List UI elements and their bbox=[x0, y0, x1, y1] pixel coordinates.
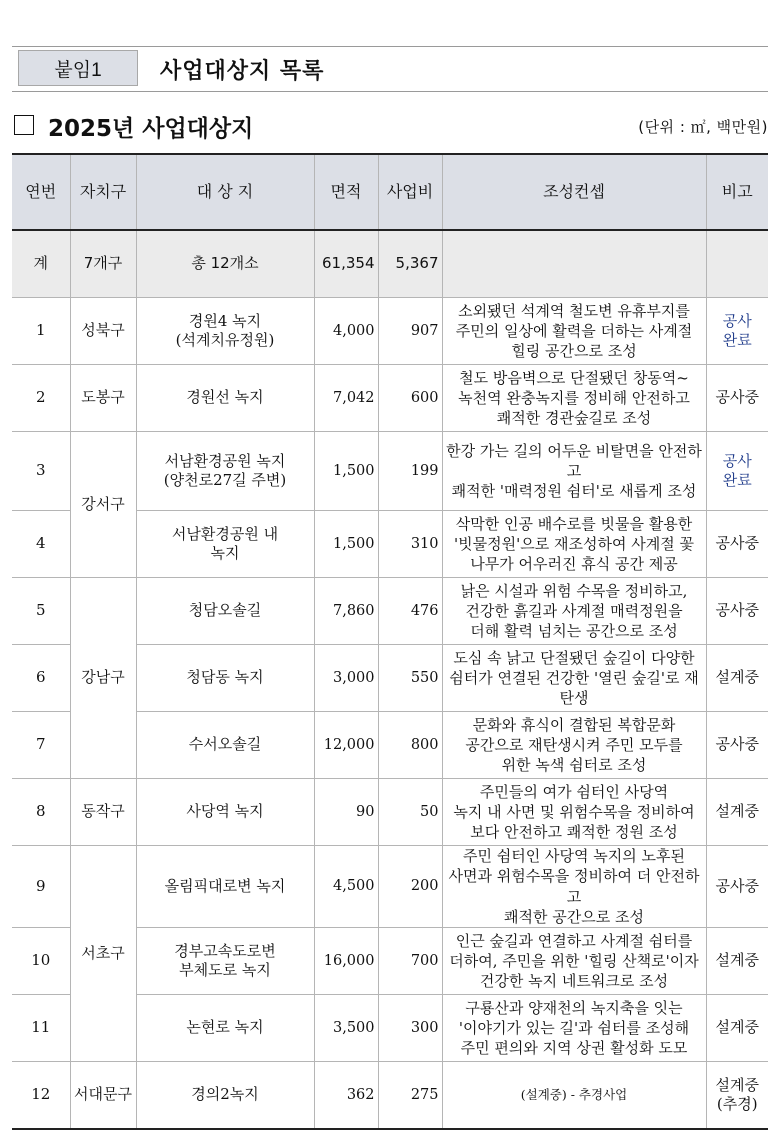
row-note: 설계중 bbox=[706, 928, 768, 995]
row-no: 3 bbox=[12, 432, 70, 511]
table-row bbox=[12, 846, 768, 928]
row-district: 도봉구 bbox=[70, 365, 136, 432]
header-concept: 조성컨셉 bbox=[442, 154, 706, 230]
row-concept: 주민들의 여가 쉼터인 사당역 녹지 내 사면 및 위험수목을 정비하여 보다 안전하고 쾌적한 정원 조성 bbox=[442, 779, 706, 846]
row-no: 7 bbox=[12, 712, 70, 779]
row-concept: 소외됐던 석계역 철도변 유휴부지를 주민의 일상에 활력을 더하는 사계절 힐링 공간으로 조성 bbox=[442, 298, 706, 365]
table-row bbox=[12, 578, 768, 645]
total-row bbox=[12, 230, 768, 298]
row-note: 공사중 bbox=[706, 712, 768, 779]
row-concept: 삭막한 인공 배수로를 빗물을 활용한 '빗물정원'으로 재조성하여 사계절 꽃 나무가 어우러진 휴식 공간 제공 bbox=[442, 511, 706, 578]
row-concept: 철도 방음벽으로 단절됐던 창동역~ 녹천역 완충녹지를 정비해 안전하고 쾌적한 경관숲길로 조성 bbox=[442, 365, 706, 432]
row-cost: 700 bbox=[378, 928, 442, 995]
total-label: 계 bbox=[12, 230, 70, 298]
total-note bbox=[706, 230, 768, 298]
row-site: 서남환경공원 녹지 (양천로27길 주변) bbox=[136, 432, 314, 511]
total-cost: 5,367 bbox=[378, 230, 442, 298]
table-row bbox=[12, 298, 768, 365]
row-site: 경원선 녹지 bbox=[136, 365, 314, 432]
row-cost: 800 bbox=[378, 712, 442, 779]
header-note: 비고 bbox=[706, 154, 768, 230]
row-concept: 인근 숲길과 연결하고 사계절 쉼터를 더하여, 주민을 위한 '힐링 산책로'이자 건강한 녹지 네트워크로 조성 bbox=[442, 928, 706, 995]
row-district: 동작구 bbox=[70, 779, 136, 846]
row-site: 청담동 녹지 bbox=[136, 645, 314, 712]
row-concept: 낡은 시설과 위험 수목을 정비하고, 건강한 흙길과 사계절 매력정원을 더해 활력 넘치는 공간으로 조성 bbox=[442, 578, 706, 645]
row-district: 성북구 bbox=[70, 298, 136, 365]
row-area: 90 bbox=[314, 779, 378, 846]
total-area: 61,354 bbox=[314, 230, 378, 298]
row-district: 서대문구 bbox=[70, 1062, 136, 1130]
attachment-label: 붙임1 bbox=[18, 50, 138, 86]
row-site: 논현로 녹지 bbox=[136, 995, 314, 1062]
row-area: 1,500 bbox=[314, 511, 378, 578]
header-no: 연번 bbox=[12, 154, 70, 230]
row-area: 3,500 bbox=[314, 995, 378, 1062]
row-note: 공사중 bbox=[706, 365, 768, 432]
row-cost: 476 bbox=[378, 578, 442, 645]
row-no: 12 bbox=[12, 1062, 70, 1130]
table-row bbox=[12, 432, 768, 511]
row-note: 설계중 bbox=[706, 779, 768, 846]
row-concept: 도심 속 낡고 단절됐던 숲길이 다양한 쉼터가 연결된 건강한 '열린 숲길'로 재탄생 bbox=[442, 645, 706, 712]
row-site: 청담오솔길 bbox=[136, 578, 314, 645]
row-concept: 한강 가는 길의 어두운 비탈면을 안전하고 쾌적한 '매력정원 쉼터'로 새롭게 조성 bbox=[442, 432, 706, 511]
row-area: 4,000 bbox=[314, 298, 378, 365]
unit-note: (단위 : ㎡, 백만원) bbox=[638, 117, 768, 136]
row-concept: (설계중) - 추경사업 bbox=[442, 1062, 706, 1130]
row-cost: 275 bbox=[378, 1062, 442, 1130]
row-note: 공사 완료 bbox=[706, 298, 768, 365]
header-cost: 사업비 bbox=[378, 154, 442, 230]
row-note: 설계중 bbox=[706, 645, 768, 712]
row-cost: 600 bbox=[378, 365, 442, 432]
row-no: 9 bbox=[12, 846, 70, 928]
row-district: 강남구 bbox=[70, 578, 136, 779]
row-no: 1 bbox=[12, 298, 70, 365]
section-heading bbox=[14, 108, 770, 144]
row-cost: 907 bbox=[378, 298, 442, 365]
row-cost: 550 bbox=[378, 645, 442, 712]
row-area: 4,500 bbox=[314, 846, 378, 928]
project-sites-table bbox=[12, 153, 768, 1130]
row-area: 16,000 bbox=[314, 928, 378, 995]
header-area: 면적 bbox=[314, 154, 378, 230]
section-title: 2025년 사업대상지 bbox=[48, 115, 254, 142]
row-cost: 200 bbox=[378, 846, 442, 928]
row-no: 5 bbox=[12, 578, 70, 645]
row-site: 서남환경공원 내 녹지 bbox=[136, 511, 314, 578]
row-cost: 300 bbox=[378, 995, 442, 1062]
total-concept bbox=[442, 230, 706, 298]
row-site: 경의2녹지 bbox=[136, 1062, 314, 1130]
row-district: 서초구 bbox=[70, 846, 136, 1062]
row-area: 3,000 bbox=[314, 645, 378, 712]
table-row bbox=[12, 1062, 768, 1130]
header-site: 대 상 지 bbox=[136, 154, 314, 230]
row-site: 수서오솔길 bbox=[136, 712, 314, 779]
row-area: 7,042 bbox=[314, 365, 378, 432]
total-site: 총 12개소 bbox=[136, 230, 314, 298]
row-area: 12,000 bbox=[314, 712, 378, 779]
row-note: 공사중 bbox=[706, 578, 768, 645]
row-no: 11 bbox=[12, 995, 70, 1062]
row-site: 올림픽대로변 녹지 bbox=[136, 846, 314, 928]
row-concept: 주민 쉼터인 사당역 녹지의 노후된 사면과 위험수목을 정비하여 더 안전하고 쾌적한 공간으로 조성 bbox=[442, 846, 706, 928]
row-site: 경원4 녹지 (석계치유정원) bbox=[136, 298, 314, 365]
row-cost: 50 bbox=[378, 779, 442, 846]
row-no: 8 bbox=[12, 779, 70, 846]
row-area: 7,860 bbox=[314, 578, 378, 645]
row-site: 경부고속도로변 부체도로 녹지 bbox=[136, 928, 314, 995]
table-header-row bbox=[12, 154, 768, 230]
total-district: 7개구 bbox=[70, 230, 136, 298]
header-district: 자치구 bbox=[70, 154, 136, 230]
row-note: 공사중 bbox=[706, 846, 768, 928]
row-no: 6 bbox=[12, 645, 70, 712]
row-note: 공사중 bbox=[706, 511, 768, 578]
row-note: 설계중 (추경) bbox=[706, 1062, 768, 1130]
attachment-title: 사업대상지 목록 bbox=[160, 58, 325, 84]
row-no: 4 bbox=[12, 511, 70, 578]
row-no: 10 bbox=[12, 928, 70, 995]
row-no: 2 bbox=[12, 365, 70, 432]
table-row bbox=[12, 365, 768, 432]
row-cost: 199 bbox=[378, 432, 442, 511]
row-note: 공사 완료 bbox=[706, 432, 768, 511]
checkbox-square-icon bbox=[14, 115, 34, 135]
row-site: 사당역 녹지 bbox=[136, 779, 314, 846]
row-area: 362 bbox=[314, 1062, 378, 1130]
row-note: 설계중 bbox=[706, 995, 768, 1062]
row-cost: 310 bbox=[378, 511, 442, 578]
attachment-header bbox=[12, 46, 768, 92]
row-district: 강서구 bbox=[70, 432, 136, 578]
row-concept: 문화와 휴식이 결합된 복합문화 공간으로 재탄생시켜 주민 모두를 위한 녹색 쉼터로 조성 bbox=[442, 712, 706, 779]
table-row bbox=[12, 779, 768, 846]
row-concept: 구룡산과 양재천의 녹지축을 잇는 '이야기가 있는 길'과 쉼터를 조성해 주민 편의와 지역 상권 활성화 도모 bbox=[442, 995, 706, 1062]
row-area: 1,500 bbox=[314, 432, 378, 511]
